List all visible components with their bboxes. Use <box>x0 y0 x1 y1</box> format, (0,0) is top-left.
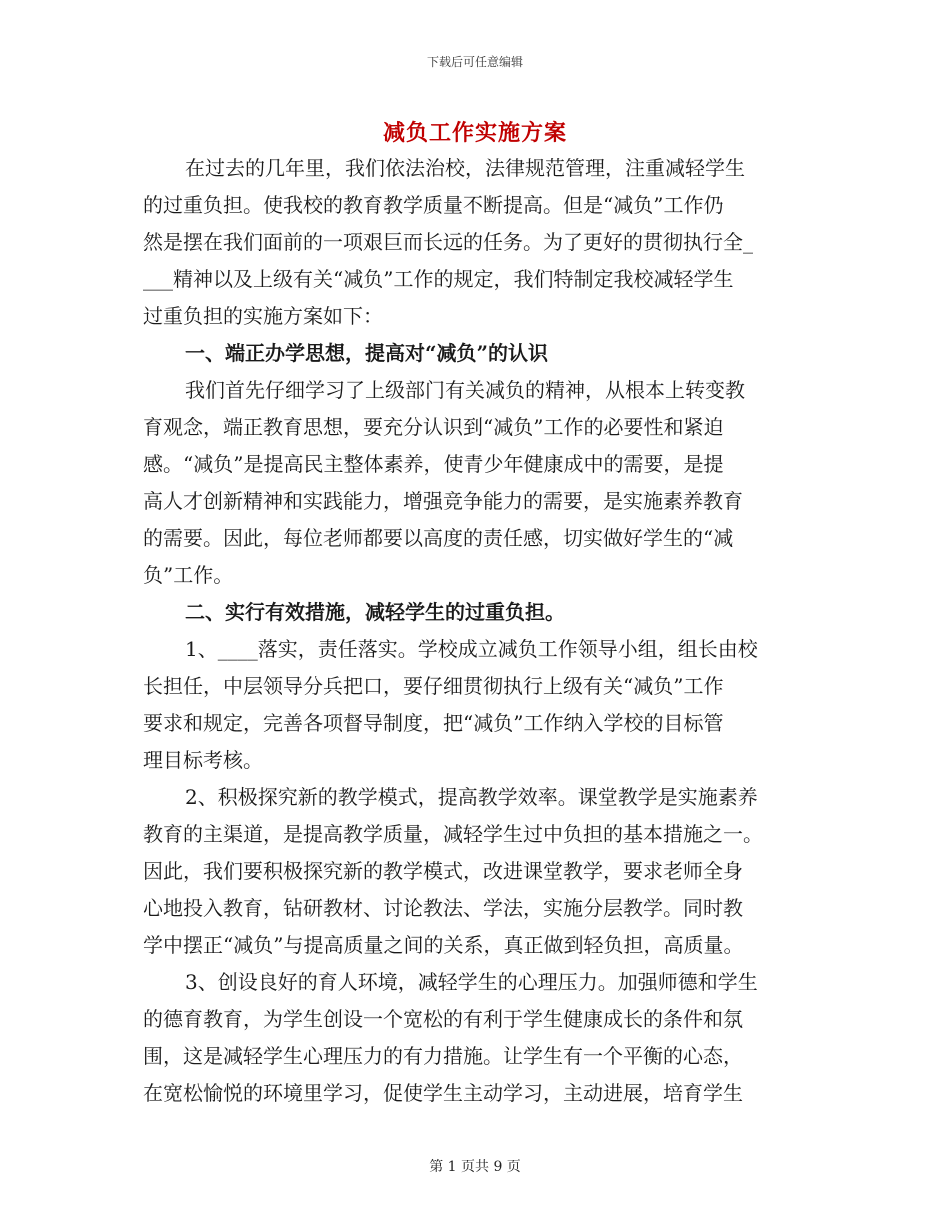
document-title: 减负工作实施方案 <box>382 120 567 146</box>
paragraph-line: 过重负担的实施方案如下： <box>143 304 383 328</box>
paragraph-line: 心地投入教育，钻研教材、讨论教法、学法，实施分层教学。同时教 <box>143 896 743 920</box>
header-note: 下载后可任意编辑 <box>426 55 523 69</box>
page-footer: 第 1 页共 9 页 <box>429 1159 521 1175</box>
paragraph-line: 的过重负担。使我校的教育教学质量不断提高。但是“减负”工作仍 <box>143 193 724 217</box>
paragraph-line: 育观念，端正教育思想，要充分认识到“减负”工作的必要性和紧迫 <box>143 415 724 439</box>
paragraph-line: 2、积极探究新的教学模式，提高教学效率。课堂教学是实施素养 <box>185 785 758 809</box>
paragraph-line: 长担任，中层领导分兵把口，要仔细贯彻执行上级有关“减负”工作 <box>143 674 724 698</box>
paragraph-line: 3、创设良好的育人环境，减轻学生的心理压力。加强师德和学生 <box>185 970 758 994</box>
paragraph-line: ___精神以及上级有关“减负”工作的规定，我们特制定我校减轻学生 <box>143 267 734 291</box>
document-body <box>143 150 811 1112</box>
paragraph-line: 在宽松愉悦的环境里学习，促使学生主动学习，主动进展，培育学生 <box>143 1081 743 1105</box>
paragraph-line: 的需要。因此，每位老师都要以高度的责任感，切实做好学生的“减 <box>143 526 734 550</box>
paragraph-line: 我们首先仔细学习了上级部门有关减负的精神，从根本上转变教 <box>185 378 745 402</box>
paragraph-line: 围，这是减轻学生心理压力的有力措施。让学生有一个平衡的心态， <box>143 1044 743 1068</box>
paragraph-line: 因此，我们要积极探究新的教学模式，改进课堂教学，要求老师全身 <box>143 859 743 883</box>
paragraph-line: 教育的主渠道，是提高教学质量，减轻学生过中负担的基本措施之一。 <box>143 822 763 846</box>
paragraph-line: 1、____落实，责任落实。学校成立减负工作领导小组，组长由校 <box>185 637 758 661</box>
section-heading: 一、端正办学思想，提高对“减负”的认识 <box>185 341 549 365</box>
section-heading: 二、实行有效措施，减轻学生的过重负担。 <box>185 600 565 624</box>
paragraph-line: 学中摆正“减负”与提高质量之间的关系，真正做到轻负担，高质量。 <box>143 933 744 957</box>
paragraph-line: 的德育教育，为学生创设一个宽松的有利于学生健康成长的条件和氛 <box>143 1007 743 1031</box>
paragraph-line: 要求和规定，完善各项督导制度，把“减负”工作纳入学校的目标管 <box>143 711 724 735</box>
paragraph-line: 然是摆在我们面前的一项艰巨而长远的任务。为了更好的贯彻执行全_ <box>143 230 753 254</box>
paragraph-line: 高人才创新精神和实践能力，增强竞争能力的需要，是实施素养教育 <box>143 489 743 513</box>
paragraph-line: 理目标考核。 <box>143 748 263 772</box>
paragraph-line: 感。“减负”是提高民主整体素养，使青少年健康成中的需要，是提 <box>143 452 724 476</box>
paragraph-line: 负”工作。 <box>143 563 234 587</box>
paragraph-line: 在过去的几年里，我们依法治校，法律规范管理，注重减轻学生 <box>185 156 745 180</box>
